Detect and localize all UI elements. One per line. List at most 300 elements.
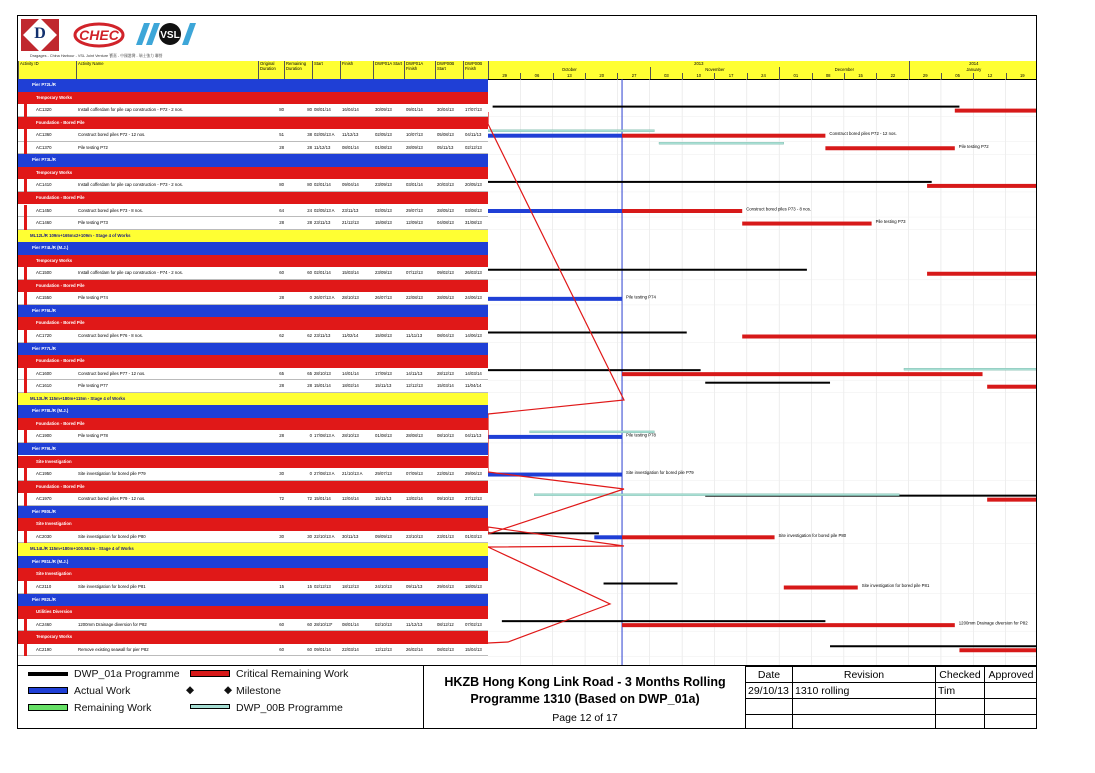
cell-a-start: 23/09/13	[375, 270, 392, 276]
cell-od: 51	[279, 132, 284, 138]
cell-od: 80	[279, 107, 284, 113]
cell-start: 22/10/13 A	[314, 533, 335, 539]
critical-bar	[622, 623, 955, 627]
cell-od: 60	[279, 270, 284, 276]
cell-rd: 30	[307, 533, 312, 539]
cell-rd: 65	[307, 370, 312, 376]
cell-finish: 09/04/14	[342, 182, 359, 188]
activity-row	[18, 205, 488, 218]
dwp00b-bar	[659, 142, 784, 144]
cell-a-start: 15/11/13	[375, 383, 392, 389]
legend-dwp00b-swatch	[190, 704, 230, 709]
cell-id: AC2460	[36, 621, 52, 627]
cell-start: 09/01/14	[314, 646, 331, 652]
row-marker	[24, 104, 27, 117]
activity-row	[18, 581, 488, 594]
cell-name: Site investigation for bored pile P79	[78, 471, 146, 477]
cell-b-start: 28/12/13	[437, 370, 454, 376]
cell-id: AC2190	[36, 646, 52, 652]
critical-bar	[784, 586, 858, 590]
cell-b-finish: 15/04/13	[465, 646, 482, 652]
cell-id: AC1460	[36, 220, 52, 226]
week-label: 22	[876, 73, 908, 79]
footer	[18, 665, 1037, 729]
cell-finish: 21/10/13 A	[342, 471, 363, 477]
wbs-header: Foundation - Bored Pile	[18, 192, 488, 205]
year-label: 2013	[488, 61, 909, 67]
critical-bar	[622, 209, 742, 213]
cell-od: 72	[279, 496, 284, 502]
cell-finish: 14/01/14	[342, 370, 359, 376]
baseline-bar	[604, 583, 678, 585]
rev-header-checked: Checked	[936, 667, 985, 683]
bar-label: 1200mm Drainage diversion for P82	[958, 620, 1028, 626]
activity-row	[18, 129, 488, 142]
cell-b-start: 08/04/13	[437, 333, 454, 338]
cell-a-start: 12/12/13	[375, 646, 392, 652]
pier-header: Pier P79L/R	[18, 443, 488, 456]
cell-od: 62	[279, 333, 284, 338]
row-marker	[24, 531, 27, 544]
activity-row	[18, 380, 488, 393]
cell-finish: 22/03/14	[342, 646, 359, 652]
row-marker	[24, 142, 27, 155]
cell-a-start: 29/07/13	[375, 471, 392, 477]
week-label: 19	[1006, 73, 1037, 79]
cell-name: Construct bored piles P73 - 8 nos.	[78, 207, 143, 213]
cell-od: 30	[279, 471, 284, 477]
critical-bar	[742, 335, 1037, 339]
wbs-header: Site Investigation	[18, 518, 488, 531]
cell-start: 27/08/13 A	[314, 471, 335, 477]
cell-rd: 0	[309, 295, 312, 301]
cell-a-start: 01/08/13	[375, 433, 392, 439]
dwp00b-bar	[534, 494, 899, 496]
document-title-line1: HKZB Hong Kong Link Road - 3 Months Rolling	[444, 675, 726, 689]
week-label: 17	[714, 73, 746, 79]
rev-header-date: Date	[746, 667, 793, 683]
cell-b-finish: 11/04/14	[465, 383, 482, 389]
activity-row	[18, 531, 488, 544]
cell-rd: 0	[309, 433, 312, 439]
cell-od: 28	[279, 295, 284, 301]
row-marker	[24, 493, 27, 506]
cell-start: 28/10/13*	[314, 621, 333, 627]
wbs-header: Site Investigation	[18, 568, 488, 581]
cell-finish: 23/11/13	[342, 207, 359, 213]
cell-rd: 72	[307, 496, 312, 502]
actual-bar	[488, 435, 622, 439]
cell-a-start: 09/09/13	[375, 533, 392, 539]
row-marker	[24, 468, 27, 481]
cell-od: 30	[279, 533, 284, 539]
cell-rd: 24	[307, 207, 312, 213]
column-header: DWP01A Finish	[404, 61, 435, 79]
row-marker	[24, 581, 27, 594]
chec-logo	[73, 21, 125, 49]
column-header: Finish	[340, 61, 373, 79]
cell-b-finish: 04/11/13	[465, 132, 482, 138]
week-label: 12	[973, 73, 1005, 79]
actual-bar	[488, 209, 622, 213]
cell-start: 26/07/13 A	[314, 295, 335, 301]
cell-name: Construct bored piles P77 - 12 nos.	[78, 370, 146, 376]
wbs-header: Foundation - Bored Pile	[18, 481, 488, 494]
cell-name: Pile testing P73	[78, 220, 108, 226]
cell-a-start: 02/05/13	[375, 207, 392, 213]
week-label: 10	[682, 73, 714, 79]
legend-remaining-swatch	[28, 704, 68, 711]
cell-name: Construct bored piles P76 - 8 nos.	[78, 333, 143, 338]
legend-dwp01a: DWP_01a Programme	[74, 668, 180, 680]
cell-start: 02/01/14	[314, 270, 331, 276]
cell-a-finish: 12/12/13	[406, 383, 423, 389]
title-block	[423, 666, 746, 729]
cell-finish: 08/01/14	[342, 144, 359, 150]
baseline-bar	[488, 181, 932, 183]
activity-row	[18, 493, 488, 506]
svg-text:CHEC: CHEC	[79, 27, 119, 43]
wbs-header: Foundation - Bored Pile	[18, 280, 488, 293]
cell-b-finish: 01/03/13	[465, 533, 482, 539]
cell-name: Pile testing P77	[78, 383, 108, 389]
cell-name: 1200mm Drainage diversion for P82	[78, 621, 147, 627]
activity-row	[18, 430, 488, 443]
cell-start: 23/11/13	[314, 333, 331, 338]
wbs-header: Foundation - Bored Pile	[18, 117, 488, 130]
cell-rd: 28	[307, 144, 312, 150]
dragages-logo: D	[21, 19, 59, 51]
critical-bar	[622, 134, 825, 138]
week-label: 08	[812, 73, 844, 79]
critical-bar	[927, 184, 1037, 188]
bar-label: Pile testing P72	[958, 143, 989, 149]
cell-a-start: 02/05/13	[375, 132, 392, 138]
cell-od: 15	[279, 584, 284, 589]
critical-bar	[987, 498, 1037, 502]
month-label: October	[488, 67, 650, 73]
cell-start: 02/05/13 A	[314, 207, 335, 213]
stage-header: ML14L/R 115m+180m+100.561m - Stage 4 of Works	[18, 543, 488, 556]
pier-header: Pier P74L/R (M.J.)	[18, 242, 488, 255]
cell-start: 02/05/13 A	[314, 132, 335, 138]
baseline-bar	[488, 532, 599, 534]
row-marker	[24, 644, 27, 657]
cell-b-finish: 07/02/13	[465, 621, 482, 627]
actual-bar	[488, 297, 622, 301]
cell-a-finish: 14/11/13	[406, 370, 423, 376]
pier-header: Pier P82L/R	[18, 594, 488, 607]
cell-finish: 11/12/13	[342, 132, 359, 138]
cell-id: AC1450	[36, 207, 52, 213]
critical-bar	[742, 222, 871, 226]
bar-label: Pile testing P73	[875, 219, 906, 225]
cell-id: AC1900	[36, 433, 52, 439]
cell-b-finish: 14/03/14	[465, 370, 482, 376]
cell-a-finish: 12/09/13	[406, 220, 423, 226]
cell-name: Install cofferdam for pile cap construction - P74 - 2 nos.	[78, 270, 184, 276]
activity-row	[18, 104, 488, 117]
cell-finish: 15/03/14	[342, 270, 359, 276]
cell-name: Pile testing P74	[78, 295, 108, 301]
cell-a-finish: 11/12/13	[406, 621, 423, 627]
cell-rd: 28	[307, 383, 312, 389]
week-label: 29	[909, 73, 941, 79]
pier-header: Pier P72L/R	[18, 79, 488, 92]
column-header: Activity Name	[76, 61, 258, 79]
cell-a-start: 15/08/13	[375, 333, 392, 338]
vsl-logo	[136, 21, 200, 47]
activity-row	[18, 217, 488, 230]
row-marker	[24, 205, 27, 218]
cell-a-finish: 07/09/13	[406, 471, 423, 477]
stage-header: ML12L/R 109m+165mx2+109m - Stage 4 of Works	[18, 230, 488, 243]
week-label: 06	[520, 73, 552, 79]
milestone-icon: ◆	[224, 684, 233, 696]
cell-start: 23/11/13	[314, 220, 331, 226]
cell-b-finish: 03/08/13	[465, 207, 482, 213]
progress-line	[488, 112, 624, 643]
bar-label: Site investigation for bored pile P79	[626, 470, 694, 476]
cell-a-start: 01/08/13	[375, 144, 392, 150]
baseline-bar	[705, 382, 830, 384]
cell-b-start: 08/10/13	[437, 433, 454, 439]
critical-bar	[927, 272, 1037, 276]
row-marker	[24, 430, 27, 443]
cell-id: AC1950	[36, 471, 52, 477]
month-label: November	[650, 67, 779, 73]
cell-b-finish: 27/12/13	[465, 496, 482, 502]
cell-a-finish: 13/02/14	[406, 496, 423, 502]
column-header: DWP01A Start	[373, 61, 404, 79]
cell-a-start: 15/11/13	[375, 496, 392, 502]
cell-a-start: 26/07/13	[375, 295, 392, 301]
bar-label: Pile testing P74	[626, 294, 656, 300]
cell-name: Construct bored piles P79 - 12 nos.	[78, 496, 146, 502]
cell-rd: 28	[307, 220, 312, 226]
cell-od: 60	[279, 621, 284, 627]
week-label: 13	[553, 73, 585, 79]
cell-b-start: 30/04/13	[437, 107, 454, 113]
wbs-header: Foundation - Bored Pile	[18, 355, 488, 368]
baseline-bar	[488, 332, 687, 334]
week-label: 20	[585, 73, 617, 79]
cell-a-finish: 28/08/13	[406, 433, 423, 439]
cell-id: AC1370	[36, 144, 52, 150]
revision-table	[745, 666, 1037, 729]
pier-header: Pier P78L/R (M.J.)	[18, 405, 488, 418]
cell-start: 15/01/14	[314, 496, 331, 502]
joint-venture-text: Dragages - China Harbour - VSL Joint Venture 寶嘉 - 中國港灣 - 瑞士強力 聯營	[30, 54, 163, 58]
pier-header: Pier P76L/R	[18, 305, 488, 318]
cell-rd: 60	[307, 270, 312, 276]
column-header: Start	[312, 61, 340, 79]
cell-name: Remove existing seawall for pier P82	[78, 646, 149, 652]
cell-a-start: 15/08/13	[375, 220, 392, 226]
cell-id: AC2110	[36, 584, 52, 589]
month-label: December	[779, 67, 908, 73]
activity-row	[18, 179, 488, 192]
cell-a-finish: 09/11/13	[406, 584, 423, 589]
rev-checked: Tim	[936, 683, 985, 699]
critical-bar	[622, 535, 775, 539]
cell-a-finish: 28/09/13	[406, 144, 423, 150]
cell-od: 65	[279, 370, 284, 376]
timeline-header	[488, 61, 1037, 80]
cell-od: 28	[279, 383, 284, 389]
baseline-bar	[493, 106, 960, 108]
gantt-chart	[488, 79, 1037, 673]
year-label: 2014	[909, 61, 1037, 67]
cell-b-finish: 14/06/13	[465, 333, 482, 338]
bar-label: Pile testing P78	[626, 432, 656, 438]
cell-id: AC1610	[36, 383, 52, 389]
row-marker	[24, 619, 27, 632]
wbs-header: Temporary Works	[18, 92, 488, 105]
legend-milestone: Milestone	[236, 685, 281, 697]
cell-id: AC2030	[36, 533, 52, 539]
cell-b-start: 28/05/13	[437, 295, 454, 301]
dwp00b-bar	[904, 368, 1037, 370]
activity-row	[18, 292, 488, 305]
cell-b-start: 22/05/13	[437, 471, 454, 477]
cell-rd: 80	[307, 107, 312, 113]
cell-name: Construct bored piles P72 - 12 nos.	[78, 132, 146, 138]
cell-finish: 11/02/14	[342, 333, 359, 338]
bar-label: Construct bored piles P72 - 12 nos.	[829, 131, 897, 137]
cell-finish: 28/10/13	[342, 295, 359, 301]
cell-od: 28	[279, 144, 284, 150]
activity-row	[18, 142, 488, 155]
cell-b-start: 28/05/13	[437, 207, 454, 213]
column-header: Remaining Duration	[284, 61, 312, 79]
actual-bar	[488, 134, 622, 138]
legend-critical: Critical Remaining Work	[236, 668, 349, 680]
cell-start: 11/12/13	[314, 144, 331, 150]
cell-b-start: 23/01/13	[437, 533, 454, 539]
column-header: Original Duration	[258, 61, 284, 79]
row-marker	[24, 267, 27, 280]
baseline-bar	[502, 620, 826, 622]
cell-start: 02/01/14	[314, 182, 331, 188]
critical-bar	[825, 146, 954, 150]
cell-name: Site investigation for bored pile P80	[78, 533, 146, 539]
cell-a-start: 17/09/13	[375, 370, 392, 376]
week-label: 24	[747, 73, 779, 79]
wbs-header: Foundation - Bored Pile	[18, 418, 488, 431]
cell-b-finish: 26/03/13	[465, 270, 482, 276]
cell-a-finish: 03/01/14	[406, 182, 423, 188]
row-marker	[24, 292, 27, 305]
schedule-sheet	[17, 15, 1037, 729]
cell-b-finish: 02/12/13	[465, 144, 482, 150]
wbs-header: Temporary Works	[18, 631, 488, 644]
cell-a-finish: 23/10/13	[406, 533, 423, 539]
cell-finish: 30/11/13	[342, 533, 359, 539]
cell-b-finish: 17/07/13	[465, 107, 482, 113]
cell-a-start: 24/10/13	[375, 584, 392, 589]
cell-rd: 0	[309, 471, 312, 477]
cell-finish: 12/04/14	[342, 496, 359, 502]
cell-id: AC1360	[36, 132, 52, 138]
month-label: January	[909, 67, 1037, 73]
legend-actual: Actual Work	[74, 685, 131, 697]
wbs-header: Foundation - Bored Pile	[18, 317, 488, 330]
baseline-bar	[488, 369, 701, 371]
pier-header: Pier P80L/R	[18, 506, 488, 519]
bar-label: Site investigation for bored pile P80	[778, 532, 847, 538]
cell-a-finish: 11/11/13	[406, 333, 423, 338]
logo-area	[18, 16, 488, 61]
pier-header: Pier P77L/R	[18, 343, 488, 356]
cell-a-finish: 09/01/14	[406, 107, 423, 113]
rev-revision: 1310 rolling	[793, 683, 936, 699]
week-label: 29	[488, 73, 520, 79]
cell-name: Site investigation for bored pile P81	[78, 584, 146, 589]
row-marker	[24, 217, 27, 230]
activity-row	[18, 368, 488, 381]
cell-b-start: 05/08/13	[437, 132, 454, 138]
svg-text:VSL: VSL	[160, 30, 180, 41]
stage-header: ML13L/R 115m+180m+115m - Stage 4 of Works	[18, 393, 488, 406]
cell-od: 80	[279, 182, 284, 188]
row-marker	[24, 129, 27, 142]
cell-id: AC1720	[36, 333, 52, 338]
cell-id: AC1970	[36, 496, 52, 502]
cell-start: 08/01/14	[314, 107, 331, 113]
cell-finish: 21/12/13	[342, 220, 359, 226]
wbs-header: Temporary Works	[18, 255, 488, 268]
cell-id: AC1410	[36, 182, 52, 188]
cell-b-finish: 31/08/13	[465, 220, 482, 226]
week-label: 03	[650, 73, 682, 79]
cell-id: AC1550	[36, 295, 52, 301]
rev-header-approved: Approved	[985, 667, 1038, 683]
week-label: 05	[941, 73, 973, 79]
cell-a-start: 30/09/13	[375, 107, 392, 113]
rev-approved	[985, 683, 1038, 699]
baseline-bar	[488, 269, 807, 271]
cell-name: Install cofferdam for pile cap construction - P72 - 2 nos.	[78, 107, 184, 113]
cell-b-finish: 04/11/13	[465, 433, 482, 439]
cell-start: 28/10/13	[314, 370, 331, 376]
cell-od: 64	[279, 207, 284, 213]
row-marker	[24, 179, 27, 192]
cell-od: 28	[279, 220, 284, 226]
cell-finish: 28/10/13	[342, 433, 359, 439]
cell-rd: 38	[307, 132, 312, 138]
cell-a-start: 02/10/13	[375, 621, 392, 627]
cell-name: Pile testing P78	[78, 433, 108, 439]
cell-a-start: 23/09/13	[375, 182, 392, 188]
cell-id: AC1500	[36, 270, 52, 276]
cell-a-finish: 29/07/13	[406, 207, 423, 213]
cell-rd: 15	[307, 584, 312, 589]
cell-b-start: 20/03/13	[437, 182, 454, 188]
cell-start: 17/08/13 A	[314, 433, 335, 439]
cell-b-start: 09/02/13	[437, 270, 454, 276]
legend-actual-swatch	[28, 687, 68, 694]
cell-name: Install cofferdam for pile cap construction - P73 - 2 nos.	[78, 182, 184, 188]
cell-rd: 62	[307, 333, 312, 338]
cell-od: 28	[279, 433, 284, 439]
cell-finish: 18/02/14	[342, 383, 359, 389]
rev-header-revision: Revision	[793, 667, 936, 683]
row-marker	[24, 330, 27, 343]
bar-label: Site investigation for bored pile P81	[861, 583, 930, 588]
cell-start: 15/01/14	[314, 383, 331, 389]
cell-id: AC1600	[36, 370, 52, 376]
